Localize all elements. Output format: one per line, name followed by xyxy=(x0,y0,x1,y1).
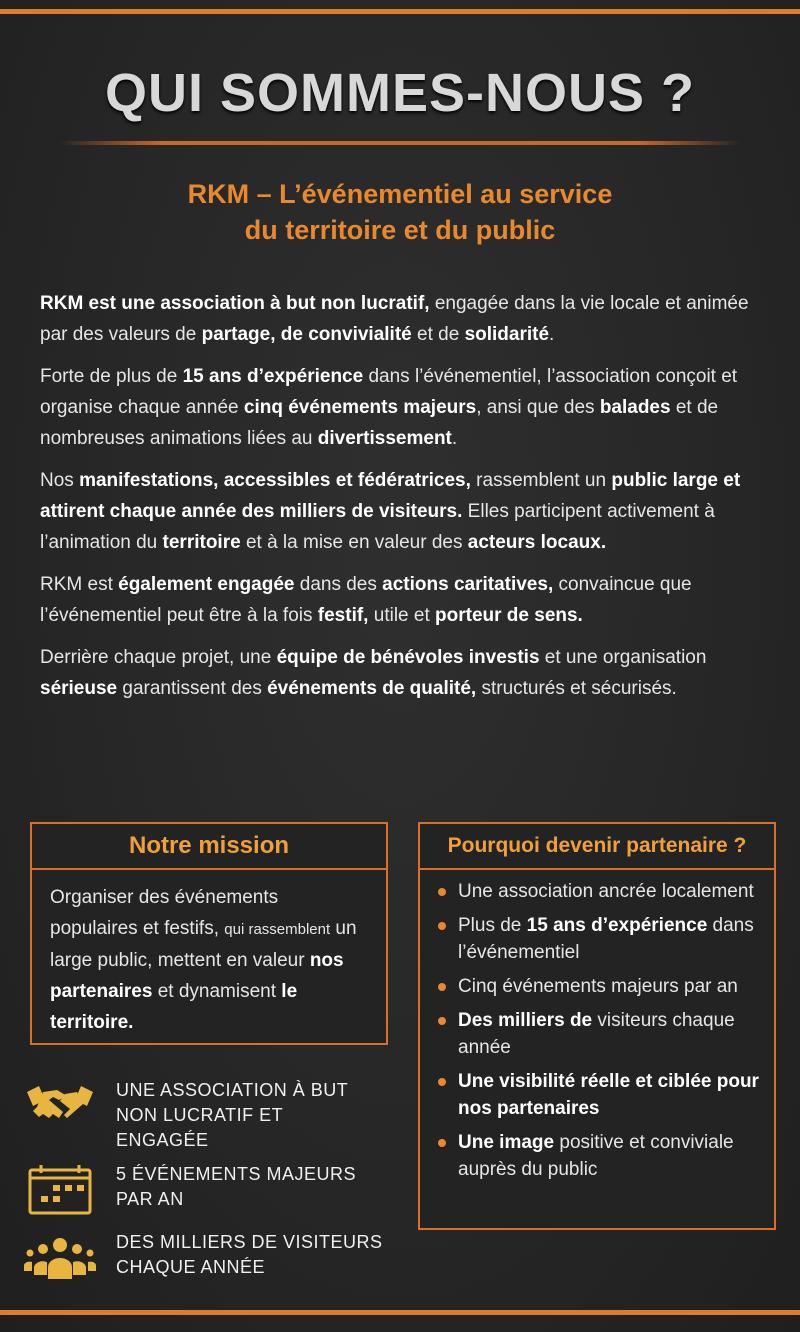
text-segment: , ansi que des xyxy=(476,397,600,418)
text-segment: qui rassemblent xyxy=(224,921,331,938)
text-segment: . xyxy=(549,324,555,345)
mission-heading: Notre mission xyxy=(32,824,386,870)
list-item xyxy=(434,1129,764,1183)
text-segment: structurés et sécurisés. xyxy=(476,678,677,699)
title-divider xyxy=(60,141,740,145)
subtitle-line-2: du territoire et du public xyxy=(244,215,556,245)
emphasis-text: équipe de bénévoles investis xyxy=(276,647,540,668)
text-segment: . xyxy=(451,428,458,449)
text-segment: et dynamisent xyxy=(152,981,282,1002)
text-segment: Organiser des événements populaires et festifs, xyxy=(50,887,279,939)
emphasis-text: partage, de convivialité xyxy=(201,324,412,345)
partner-reasons-heading: Pourquoi devenir partenaire ? xyxy=(420,824,774,870)
emphasis-text: Une image xyxy=(458,1132,555,1153)
text-segment: et à la mise en valeur des xyxy=(240,532,468,553)
emphasis-text: actions caritatives, xyxy=(382,574,554,595)
text-segment: engagée dans la vie locale et animée par des valeurs de xyxy=(40,293,749,345)
emphasis-text: balades xyxy=(599,397,671,418)
emphasis-text: territoire xyxy=(162,532,241,553)
text-segment: dans l’événementiel xyxy=(458,915,754,963)
list-item xyxy=(434,912,764,966)
text-segment: Plus de xyxy=(458,915,527,936)
text-segment: Elles participent activement à l’animation du xyxy=(40,501,715,553)
intro-text xyxy=(40,288,765,715)
feature-events xyxy=(24,1160,404,1220)
paragraph xyxy=(40,642,765,704)
top-rule xyxy=(0,9,800,14)
emphasis-text: 15 ans d’expérience xyxy=(526,915,708,936)
partner-reasons-list xyxy=(420,870,774,1183)
list-item xyxy=(434,878,764,905)
text-segment: Forte de plus de xyxy=(40,366,183,387)
text-segment: Derrière chaque projet, une xyxy=(40,647,277,668)
text-segment: un large public, mettent en valeur xyxy=(50,918,357,971)
handshake-icon xyxy=(24,1076,96,1136)
calendar-icon xyxy=(24,1160,96,1220)
text-segment: garantissent des xyxy=(117,678,268,699)
list-item xyxy=(434,973,764,1000)
feature-text: 5 ÉVÉNEMENTS MAJEURS PAR AN xyxy=(116,1164,357,1209)
text-segment: et de nombreuses animations liées au xyxy=(40,397,719,449)
emphasis-text: événements de qualité, xyxy=(267,678,477,699)
emphasis-text: nos partenaires xyxy=(50,950,344,1002)
subtitle xyxy=(0,176,800,248)
feature-nonprofit xyxy=(24,1076,404,1153)
text-segment: rassemblent un xyxy=(470,470,612,491)
text-segment: convaincue que l’événementiel peut être à la fois xyxy=(40,574,692,626)
text-segment: utile et xyxy=(368,605,436,626)
emphasis-text: cinq événements majeurs xyxy=(243,397,477,418)
text-segment: RKM est xyxy=(40,574,119,595)
text-segment: et une organisation xyxy=(539,647,707,668)
emphasis-text: Une visibilité réelle et ciblée pour nos partenaires xyxy=(458,1071,759,1119)
text-segment: Nos xyxy=(40,470,80,491)
emphasis-text: sérieuse xyxy=(40,678,118,699)
text-segment: Une association ancrée localement xyxy=(458,881,754,902)
emphasis-text: public large et attirent chaque année des milliers de visiteurs. xyxy=(40,470,741,522)
paragraph xyxy=(40,288,765,350)
list-item xyxy=(434,1007,764,1061)
text-segment: visiteurs chaque année xyxy=(458,1010,735,1058)
emphasis-text: acteurs locaux. xyxy=(467,532,607,553)
list-item xyxy=(434,1068,764,1122)
paragraph xyxy=(40,361,765,454)
emphasis-text: 15 ans d’expérience xyxy=(182,366,364,387)
partner-reasons-box xyxy=(418,822,776,1230)
emphasis-text: festif, xyxy=(317,605,369,626)
subtitle-line-1: RKM – L’événementiel au service xyxy=(187,179,613,209)
text-segment: dans des xyxy=(294,574,383,595)
page-title: QUI SOMMES-NOUS ? xyxy=(104,63,695,123)
emphasis-text: porteur de sens. xyxy=(435,605,583,626)
text-segment: positive et conviviale auprès du public xyxy=(458,1132,734,1180)
text-segment: dans l’événementiel, l’association conçoit et organise chaque année xyxy=(40,366,738,418)
emphasis-text: RKM est une association à but non lucratif, xyxy=(40,293,430,314)
emphasis-text: manifestations, accessibles et fédératrices, xyxy=(79,470,471,491)
emphasis-text: également engagée xyxy=(118,574,295,595)
mission-box xyxy=(30,822,388,1045)
emphasis-text: Des milliers de xyxy=(458,1010,593,1031)
paragraph xyxy=(40,465,765,558)
emphasis-text: divertissement xyxy=(317,428,452,449)
feature-visitors xyxy=(24,1228,404,1288)
people-group-icon xyxy=(24,1228,96,1288)
bottom-rule xyxy=(0,1310,800,1315)
mission-text xyxy=(32,870,386,1050)
feature-text: UNE ASSOCIATION À BUT NON LUCRATIF ET ENGAGÉE xyxy=(116,1080,348,1150)
text-segment: Cinq événements majeurs par an xyxy=(458,976,738,997)
emphasis-text: le territoire. xyxy=(50,981,298,1033)
emphasis-text: solidarité xyxy=(464,324,550,345)
text-segment: et de xyxy=(411,324,465,345)
paragraph xyxy=(40,569,765,631)
feature-text: DES MILLIERS DE VISITEURS CHAQUE ANNÉE xyxy=(116,1232,383,1277)
